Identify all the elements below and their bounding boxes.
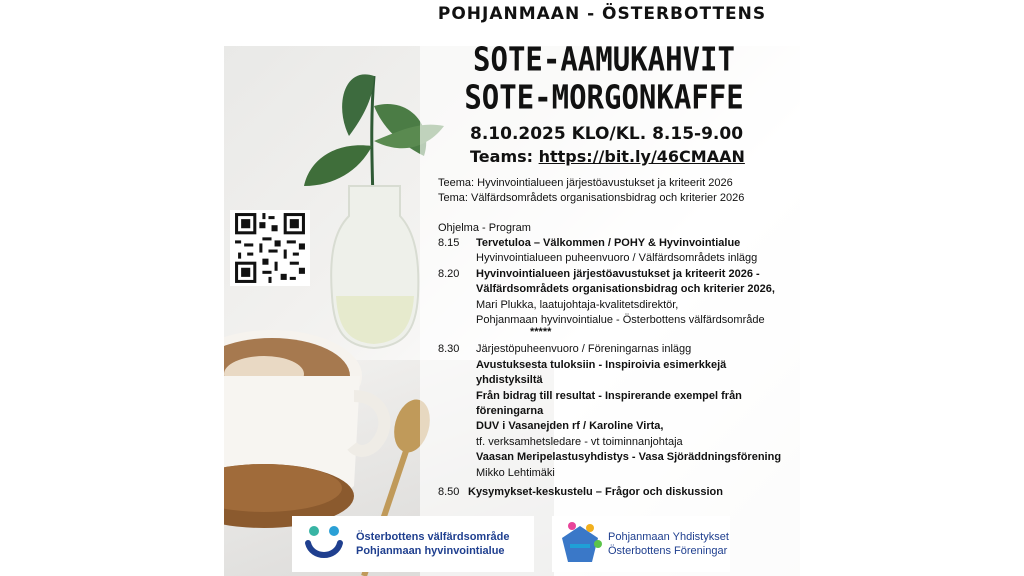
title-finnish: SOTE-AAMUKAHVIT [473,39,735,79]
program-line: Hyvinvointialueen järjestöavustukset ja kriteerit 2026 - [476,267,760,280]
logo-right-line1: Pohjanmaan Yhdistykset [608,531,729,543]
program-line: Vaasan Meripelastusyhdistys - Vasa Sjöräddningsförening [476,451,782,464]
program-line: föreningarna [476,405,544,417]
program-time: 8.30 [438,343,460,356]
program-line: tf. verksamhetsledare - vt toiminnanjohtaja [476,435,683,448]
title-swedish: SOTE-MORGONKAFFE [464,77,744,117]
logo-right-line2: Österbottens Föreningar [608,545,728,557]
logo-pohjanmaan-yhdistykset [552,516,730,572]
theme-finnish: Teema: Hyvinvointialueen järjestöavustukset ja kriteerit 2026 [438,177,733,189]
yhdistykset-logo-icon [558,520,602,568]
separator-stars: ***** [530,326,552,339]
page-header: POHJANMAAN - ÖSTERBOTTENS [437,4,767,24]
event-datetime: 8.10.2025 KLO/KL. 8.15-9.00 [470,124,744,144]
program-line: yhdistyksiltä [476,374,543,387]
program-line: Pohjanmaan hyvinvointialue - Österbottens välfärdsområde [476,314,765,326]
qr-code-icon [230,210,310,286]
program-line: Kysymykset-keskustelu – Frågor och diskussion [468,486,723,498]
program-time: 8.20 [438,267,460,280]
logo-osterbottens-valfardsomrade [292,516,534,572]
program-line: Avustuksesta tuloksiin - Inspiroivia esimerkkejä [476,358,727,371]
program-line: Hyvinvointialueen puheenvuoro / Välfärdsområdets inlägg [476,252,758,265]
qr-code[interactable] [230,210,310,286]
program-line: Mikko Lehtimäki [476,466,555,479]
program-line: Tervetuloa – Välkommen / POHY & Hyvinvointialue [476,237,741,249]
program-line: Mari Plukka, laatujohtaja-kvalitetsdirektör, [476,298,679,311]
program-heading: Ohjelma - Program [438,222,531,234]
theme-swedish: Tema: Välfärdsområdets organisationsbidrag och kriterier 2026 [438,192,745,204]
teams-link[interactable]: https://bit.ly/46CMAAN [538,147,745,166]
program-time: 8.15 [438,237,460,249]
program-line: Järjestöpuheenvuoro / Föreningarnas inlägg [476,343,692,356]
program-line: Välfärdsområdets organisationsbidrag och kriterier 2026, [476,283,775,296]
valfardsomrade-logo-icon [302,521,350,567]
program-line: Från bidrag till resultat - Inspirerande exempel från [476,389,742,402]
program-line: DUV i Vasanejden rf / Karoline Virta, [476,420,664,433]
teams-line [470,147,745,166]
logo-left-line2: Pohjanmaan hyvinvointialue [356,545,505,557]
program-time: 8.50 [438,486,460,498]
teams-label: Teams: [470,147,539,166]
logo-left-line1: Österbottens välfärdsområde [356,531,510,543]
